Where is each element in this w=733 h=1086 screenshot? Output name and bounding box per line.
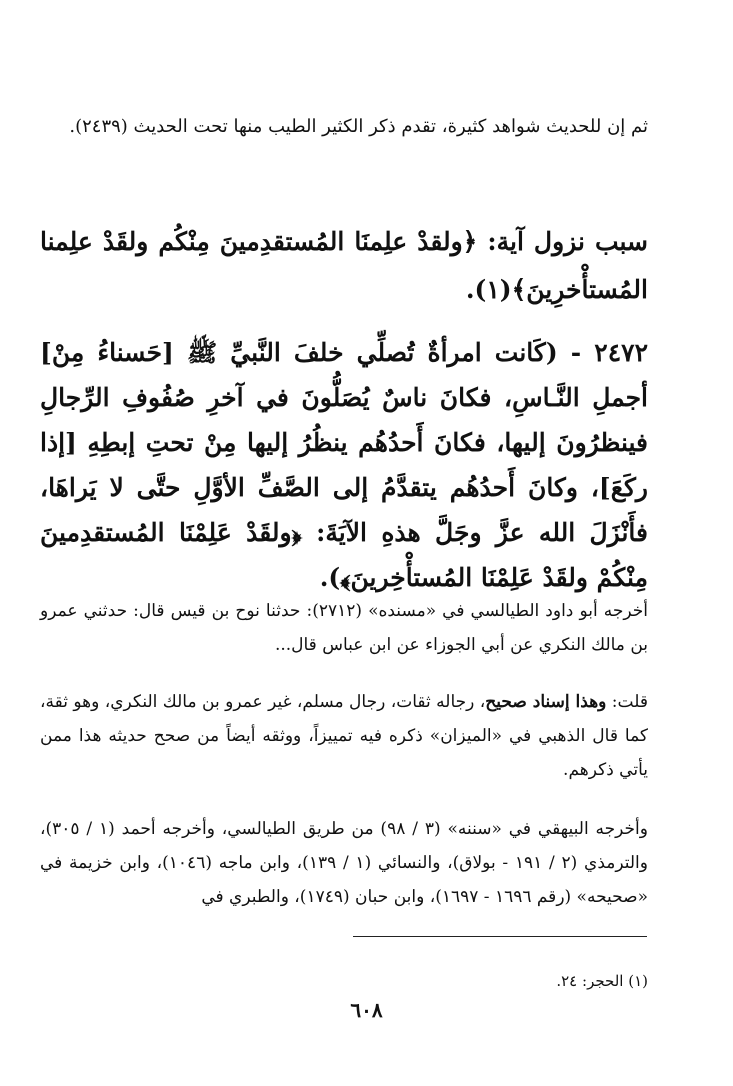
intro-paragraph: ثم إن للحديث شواهد كثيرة، تقدم ذكر الكثير الطيب منها تحت الحديث (٢٤٣٩). (69, 116, 648, 137)
grading-paragraph (40, 685, 648, 787)
hadith-text: ٢٤٧٢ - (كَانت امرأةٌ تُصلِّي خلفَ النَّبيِّ ﷺ [حَسناءُ مِنْ] أجملِ النَّـاسِ، فكانَ ناسٌ يُصَلُّونَ في آخرِ صُفُوفِ الرِّجالِ فينظرُونَ إليها، فكانَ أَحدُهُم ينظُرُ إليها مِنْ تحتِ إبطِهِ [إذا ركَعَ]، وكانَ أَحدُهُم يتقدَّمُ إلى الصَّفِّ الأوَّلِ حتَّى لا يَراهَا، فأَنْزَلَ الله عزَّ وجَلَّ هذهِ الآيَةَ: ﴿ولقَدْ عَلِمْنَا المُستقدِمينَ مِنْكُمْ ولقَدْ عَلِمْنَا المُستأْخِرينَ﴾). (40, 338, 648, 592)
takhrij-paragraph: أخرجه أبو داود الطيالسي في «مسنده» (٢٧١٢): حدثنا نوح بن قيس قال: حدثني عمرو بن مالك النكري عن أبي الجوزاء عن ابن عباس قال... (40, 601, 648, 655)
grading-lead: قلت: (606, 692, 648, 712)
footnote: (١) الحجر: ٢٤. (556, 972, 648, 990)
sources-paragraph: وأخرجه البيهقي في «سننه» (٣ / ٩٨) من طريق الطيالسي، وأخرجه أحمد (١ / ٣٠٥)، والترمذي (٢ / ١٩١ - بولاق)، والنسائي (١ / ١٣٩)، وابن ماجه (١٠٤٦)، وابن خزيمة في «صحيحه» (رقم ١٦٩٦ - ١٦٩٧)، وابن حبان (١٧٤٩)، والطبري في (40, 819, 648, 907)
section-heading: سبب نزول آية: ﴿ولقدْ علِمنَا المُستقدِمينَ مِنْكُم ولقَدْ علِمنا المُستأْخرِينَ﴾(١). (40, 227, 648, 304)
page-number: ٦٠٨ (350, 998, 383, 1022)
footnote-divider (353, 936, 647, 937)
grading-rest: ، رجاله ثقات، رجال مسلم، غير عمرو بن مالك النكري، وهو ثقة، كما قال الذهبي في «الميزان» ذكره فيه تمييزاً، ووثقه أيضاً من صحح حديثه هذا ممن يأتي ذكرهم. (40, 692, 648, 780)
grading-verdict: وهذا إسناد صحيح (485, 692, 607, 712)
